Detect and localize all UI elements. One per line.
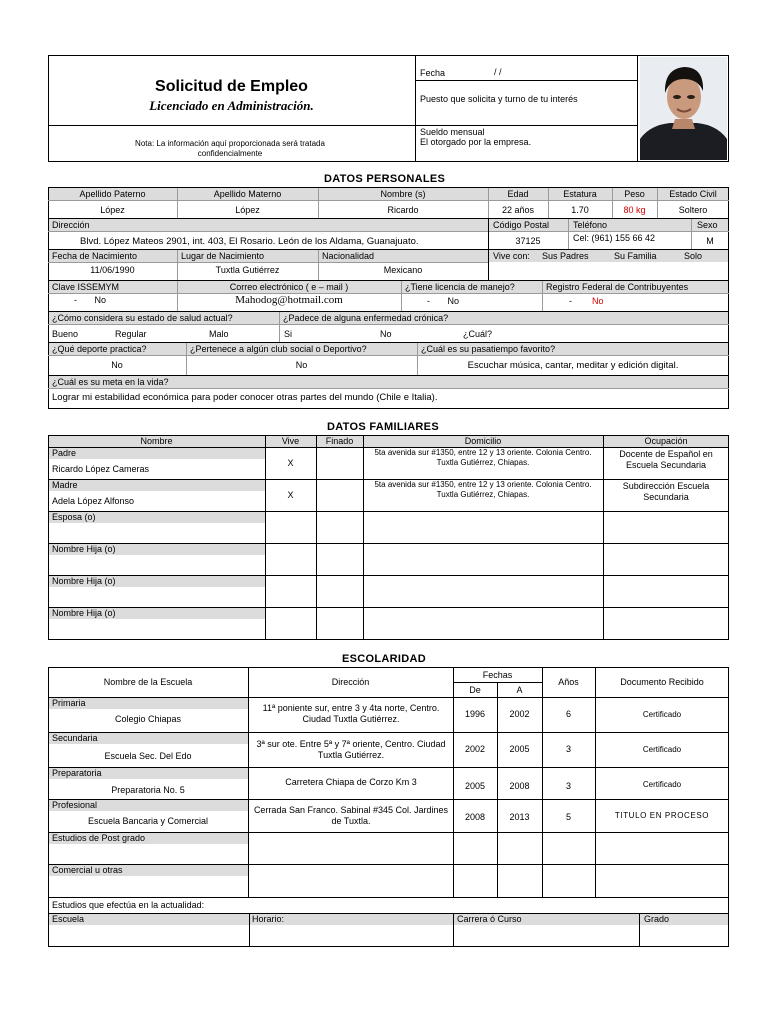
label-pasatiempo: ¿Cuál es su pasatiempo favorito? (421, 344, 556, 354)
label-actual-escuela: Escuela (52, 914, 85, 924)
school-de-preparatoria[interactable]: 2005 (464, 781, 486, 791)
school-anos-profesional[interactable]: 5 (565, 812, 571, 822)
school-level-comercial: Comercial u otras (52, 865, 123, 875)
school-direccion-primaria[interactable]: 11ª poniente sur, entre 3 y 4ta norte, Centro. Ciudad Tuxtla Gutiérrez. (262, 703, 440, 724)
family-domicilio-madre[interactable]: 5ta avenida sur #1350, entre 12 y 13 oriente. Colonia Centro. Tuxtla Gutiérrez, Chiapas. (374, 480, 592, 499)
school-header-anos: Años (558, 677, 579, 687)
value-issemym[interactable]: - No (74, 295, 107, 305)
fecha-label: Fecha (420, 68, 446, 78)
puesto-label: Puesto que solicita y turno de tu interés (420, 94, 578, 104)
school-a-primaria[interactable]: 2002 (509, 709, 530, 719)
family-header-domicilio: Domicilio (464, 436, 502, 446)
school-level-primaria: Primaria (52, 698, 86, 708)
school-documento-secundaria[interactable]: Certificado (642, 745, 682, 754)
label-estudios-actuales: Estudios que efectúa en la actualidad: (52, 900, 205, 910)
school-anos-primaria[interactable]: 6 (565, 709, 571, 719)
value-telefono[interactable]: Cel: (961) 155 66 42 (573, 233, 656, 243)
family-role-madre: Madre (52, 480, 78, 490)
family-domicilio-padre[interactable]: 5ta avenida sur #1350, entre 12 y 13 oriente. Colonia Centro. Tuxtla Gutiérrez, Chiapas. (374, 448, 592, 467)
value-estado-civil[interactable]: Soltero (678, 205, 708, 215)
option-salud-regular[interactable]: Regular (115, 329, 147, 339)
school-level-secundaria: Secundaria (52, 733, 98, 743)
label-enfermedad: ¿Padece de alguna enfermedad crónica? (283, 313, 449, 323)
label-correo: Correo electrónico ( e – mail ) (229, 282, 349, 292)
section-title-familia: DATOS FAMILIARES (327, 421, 439, 433)
value-peso[interactable]: 80 kg (623, 205, 646, 215)
confidential-note: Nota: La información aquí proporcionada será tratada confidencialmente (135, 139, 325, 158)
family-header-nombre: Nombre (140, 436, 173, 446)
school-header-documento: Documento Recibido (620, 677, 704, 687)
family-ocupacion-madre[interactable]: Subdirección Escuela Secundaria (622, 481, 710, 502)
value-meta[interactable]: Lograr mi estabilidad económica para poder conocer otras partes del mundo (Chile e Italia). (52, 392, 438, 403)
section-title-personal: DATOS PERSONALES (324, 173, 446, 185)
family-name-padre[interactable]: Ricardo López Cameras (52, 464, 150, 474)
label-nombres: Nombre (s) (380, 189, 426, 199)
label-salud: ¿Cómo considera su estado de salud actual? (52, 313, 233, 323)
sueldo-label: Sueldo mensual (420, 127, 485, 137)
value-club[interactable]: No (295, 360, 308, 370)
option-salud-malo[interactable]: Malo (209, 329, 229, 339)
label-telefono: Teléfono (573, 220, 608, 230)
label-actual-carrera: Carrera ó Curso (457, 914, 522, 924)
value-correo[interactable]: Mahodog@hotmail.com (235, 294, 343, 306)
value-sexo[interactable]: M (706, 236, 714, 246)
school-a-profesional[interactable]: 2013 (509, 812, 530, 822)
label-fecha-nacimiento: Fecha de Nacimiento (52, 251, 138, 261)
school-a-preparatoria[interactable]: 2008 (509, 781, 530, 791)
label-lugar-nacimiento: Lugar de Nacimiento (181, 251, 265, 261)
label-peso: Peso (624, 189, 645, 199)
label-sexo: Sexo (697, 220, 718, 230)
value-nombres[interactable]: Ricardo (387, 205, 419, 215)
label-apellido-materno: Apellido Materno (213, 189, 282, 199)
value-lugar-nacimiento[interactable]: Tuxtla Gutiérrez (215, 265, 280, 275)
option-sus-padres[interactable]: Sus Padres (542, 251, 589, 261)
value-pasatiempo[interactable]: Escuchar música, cantar, meditar y edición digital. (467, 360, 679, 371)
school-direccion-secundaria[interactable]: 3ª sur ote. Entre 5ª y 7ª oriente, Centro. Ciudad Tuxtla Gutiérrez. (256, 739, 446, 760)
label-cp: Código Postal (493, 220, 550, 230)
value-rfc[interactable]: No (592, 296, 604, 306)
school-header-de: De (469, 685, 481, 695)
school-documento-primaria[interactable]: Certificado (642, 710, 682, 719)
school-name-secundaria[interactable]: Escuela Sec. Del Edo (104, 751, 192, 761)
school-level-postgrado: Estudios de Post grado (52, 833, 146, 843)
family-header-vive: Vive (281, 436, 300, 446)
school-name-primaria[interactable]: Colegio Chiapas (114, 714, 182, 724)
value-estatura[interactable]: 1.70 (571, 205, 589, 215)
school-de-profesional[interactable]: 2008 (464, 812, 486, 822)
school-de-secundaria[interactable]: 2002 (464, 744, 486, 754)
school-anos-secundaria[interactable]: 3 (565, 744, 571, 754)
label-apellido-paterno: Apellido Paterno (79, 189, 146, 199)
school-documento-profesional[interactable]: TITULO EN PROCESO (614, 811, 710, 820)
label-club: ¿Pertenece a algún club social o Deportivo? (190, 344, 367, 354)
option-enfermedad-no[interactable]: No (380, 329, 392, 339)
school-anos-preparatoria[interactable]: 3 (565, 781, 571, 791)
school-name-preparatoria[interactable]: Preparatoria No. 5 (111, 785, 185, 795)
school-name-profesional[interactable]: Escuela Bancaria y Comercial (87, 816, 209, 826)
family-ocupacion-padre[interactable]: Docente de Español en Escuela Secundaria (619, 449, 713, 470)
label-issemym: Clave ISSEMYM (52, 282, 120, 292)
value-deporte[interactable]: No (111, 360, 123, 370)
family-role-hijo-3: Nombre Hija (o) (52, 608, 116, 618)
family-role-hijo-2: Nombre Hija (o) (52, 576, 116, 586)
option-su-familia[interactable]: Su Familia (614, 251, 657, 261)
school-header-a: A (516, 685, 523, 695)
label-licencia: ¿Tiene licencia de manejo? (405, 282, 515, 292)
school-level-profesional: Profesional (52, 800, 98, 810)
family-header-ocupacion: Ocupación (644, 436, 688, 446)
label-edad: Edad (507, 189, 529, 199)
section-title-escolaridad: ESCOLARIDAD (342, 653, 426, 665)
family-role-esposa: Esposa (o) (52, 512, 96, 522)
label-vive-con: Vive con: (493, 251, 530, 261)
school-header-fechas: Fechas (482, 670, 513, 680)
family-role-hijo-1: Nombre Hija (o) (52, 544, 116, 554)
form-subtitle: Licenciado en Administración. (149, 98, 314, 113)
school-header-direccion: Dirección (331, 677, 370, 687)
fecha-field[interactable]: / / (494, 67, 502, 77)
family-vive-madre[interactable]: X (287, 490, 294, 500)
sueldo-value: El otorgado por la empresa. (420, 137, 532, 147)
applicant-photo (640, 57, 727, 160)
value-fecha-nacimiento[interactable]: 11/06/1990 (90, 265, 135, 275)
school-direccion-profesional[interactable]: Cerrada San Franco. Sabinal #345 Col. Jardines de Tuxtla. (253, 805, 449, 826)
label-estatura: Estatura (563, 189, 597, 199)
label-deporte: ¿Qué deporte practica? (52, 344, 147, 354)
family-name-madre[interactable]: Adela López Alfonso (52, 496, 135, 506)
value-direccion[interactable]: Blvd. López Mateos 2901, int. 403, El Rosario. León de los Aldama, Guanajuato. (80, 236, 419, 247)
value-licencia[interactable]: - No (427, 296, 460, 306)
value-cp[interactable]: 37125 (515, 236, 541, 246)
label-actual-horario: Horario: (252, 914, 285, 924)
school-direccion-preparatoria[interactable]: Carretera Chiapa de Corzo Km 3 (285, 777, 417, 787)
option-salud-bueno[interactable]: Bueno (52, 329, 79, 339)
label-meta: ¿Cuál es su meta en la vida? (52, 377, 169, 387)
option-solo[interactable]: Solo (684, 251, 703, 261)
label-actual-grado: Grado (644, 914, 670, 924)
school-a-secundaria[interactable]: 2005 (509, 744, 530, 754)
school-level-preparatoria: Preparatoria (52, 768, 102, 778)
family-vive-padre[interactable]: X (287, 458, 294, 468)
label-estado-civil: Estado Civil (669, 189, 717, 199)
label-rfc: Registro Federal de Contribuyentes (546, 282, 689, 292)
label-nacionalidad: Nacionalidad (322, 251, 375, 261)
value-rfc-dash: - (569, 296, 572, 306)
value-edad[interactable]: 22 años (501, 205, 535, 215)
label-direccion: Dirección (52, 220, 90, 230)
form-title: Solicitud de Empleo (155, 78, 308, 95)
school-de-primaria[interactable]: 1996 (464, 709, 486, 719)
option-enfermedad-si[interactable]: Si (284, 329, 293, 339)
school-documento-preparatoria[interactable]: Certificado (642, 780, 682, 789)
family-header-finado: Finado (325, 436, 354, 446)
label-enfermedad-cual: ¿Cuál? (463, 329, 493, 339)
value-apellido-paterno[interactable]: López (100, 205, 125, 215)
value-apellido-materno[interactable]: López (235, 205, 260, 215)
family-role-padre: Padre (52, 448, 77, 458)
value-nacionalidad[interactable]: Mexicano (383, 265, 423, 275)
school-header-escuela: Nombre de la Escuela (103, 677, 193, 687)
